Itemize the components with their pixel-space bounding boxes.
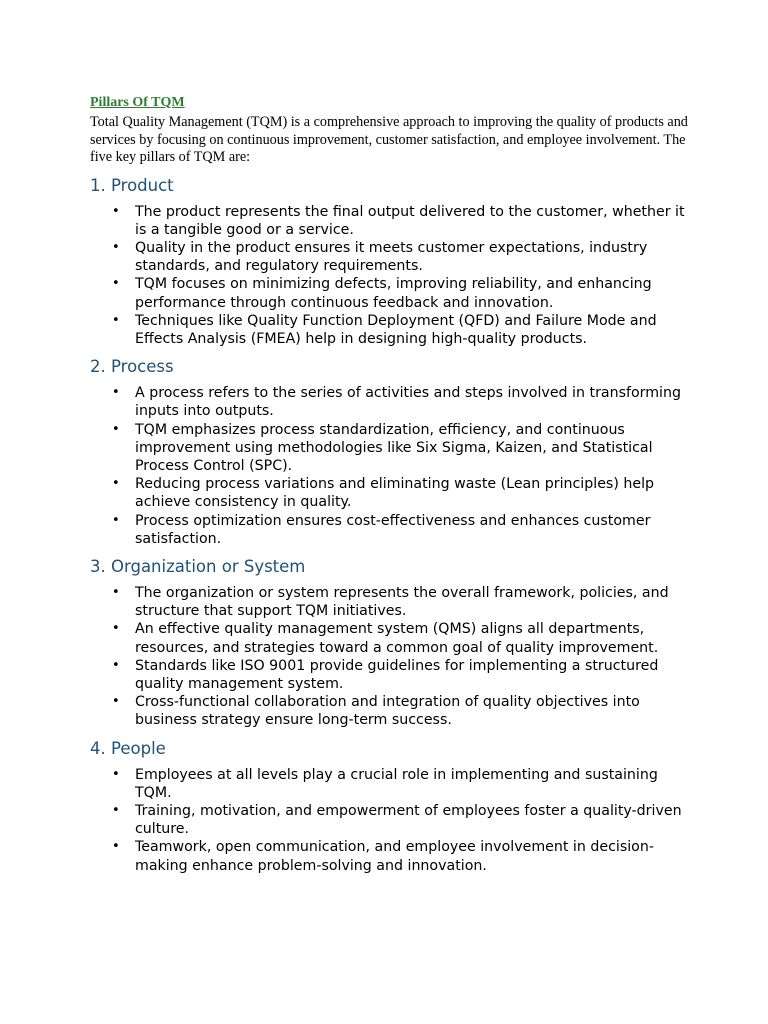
bullet-icon: • <box>112 657 120 673</box>
list-item-text: TQM emphasizes process standardization, efficiency, and continuous improvement using methodologies like Six Sigma, Kaizen, and Statistical Process Control (SPC). <box>135 421 653 474</box>
list-item <box>90 384 690 420</box>
list-item <box>90 693 690 729</box>
bullet-icon: • <box>112 203 120 219</box>
list-item <box>90 512 690 548</box>
bullet-icon: • <box>112 385 120 401</box>
list-item-text: Training, motivation, and empowerment of employees foster a quality-driven culture. <box>135 802 682 838</box>
bullet-icon: • <box>112 694 120 710</box>
list-item <box>90 421 690 476</box>
list-item <box>90 620 690 656</box>
list-item-text: Cross-functional collaboration and integration of quality objectives into business strategy ensure long-term success. <box>135 694 640 729</box>
section-heading-process: 2. Process <box>90 357 174 377</box>
bullet-icon: • <box>112 312 120 328</box>
section-heading-organization: 3. Organization or System <box>90 556 306 576</box>
bullet-icon: • <box>112 802 120 818</box>
bullet-icon: • <box>112 621 120 637</box>
bullet-icon: • <box>112 421 120 437</box>
list-item-text: Teamwork, open communication, and employee involvement in decision-making enhance problem-solving and innovation. <box>135 839 654 874</box>
list-item <box>90 802 690 838</box>
bullet-icon: • <box>112 476 120 492</box>
list-item <box>90 203 690 239</box>
intro-paragraph: Total Quality Management (TQM) is a comprehensive approach to improving the quality of products and services by focusing on continuous improvement, customer satisfaction, and employee involvement. The five key pillars of TQM are: <box>90 114 688 165</box>
list-item <box>90 312 690 348</box>
section-list-product <box>90 203 690 349</box>
list-item <box>90 766 690 802</box>
list-item-text: The organization or system represents the overall framework, policies, and structure that support TQM initiatives. <box>135 584 669 620</box>
section-heading-people: 4. People <box>90 738 166 758</box>
list-item-text: Employees at all levels play a crucial role in implementing and sustaining TQM. <box>135 766 658 801</box>
list-item-text: Techniques like Quality Function Deployment (QFD) and Failure Mode and Effects Analysis (FMEA) help in designing high-quality products. <box>135 312 657 347</box>
list-item <box>90 838 690 874</box>
section-list-process <box>90 384 690 548</box>
list-item-text: TQM focuses on minimizing defects, improving reliability, and enhancing performance through continuous feedback and innovation. <box>135 276 652 311</box>
list-item-text: A process refers to the series of activities and steps involved in transforming inputs into outputs. <box>135 385 681 420</box>
list-item <box>90 584 690 620</box>
bullet-icon: • <box>112 512 120 528</box>
list-item <box>90 239 690 275</box>
list-item <box>90 475 690 511</box>
bullet-icon: • <box>112 239 120 255</box>
list-item-text: Standards like ISO 9001 provide guidelines for implementing a structured quality management system. <box>135 657 659 692</box>
section-list-organization <box>90 584 690 730</box>
list-item-text: Quality in the product ensures it meets customer expectations, industry standards, and regulatory requirements. <box>135 239 648 275</box>
section-list-people <box>90 766 690 875</box>
bullet-icon: • <box>112 766 120 782</box>
list-item-text: Reducing process variations and eliminating waste (Lean principles) help achieve consistency in quality. <box>135 476 655 511</box>
document-title: Pillars Of TQM <box>90 95 185 110</box>
bullet-icon: • <box>112 276 120 292</box>
section-heading-product: 1. Product <box>90 175 174 195</box>
list-item <box>90 657 690 693</box>
list-item-text: An effective quality management system (QMS) aligns all departments, resources, and strategies toward a common goal of quality improvement. <box>135 621 659 656</box>
bullet-icon: • <box>112 839 120 855</box>
list-item-text: Process optimization ensures cost-effectiveness and enhances customer satisfaction. <box>135 512 651 547</box>
list-item <box>90 275 690 311</box>
document-page <box>90 94 690 875</box>
bullet-icon: • <box>112 584 120 600</box>
list-item-text: The product represents the final output delivered to the customer, whether it is a tangible good or a service. <box>135 203 685 238</box>
